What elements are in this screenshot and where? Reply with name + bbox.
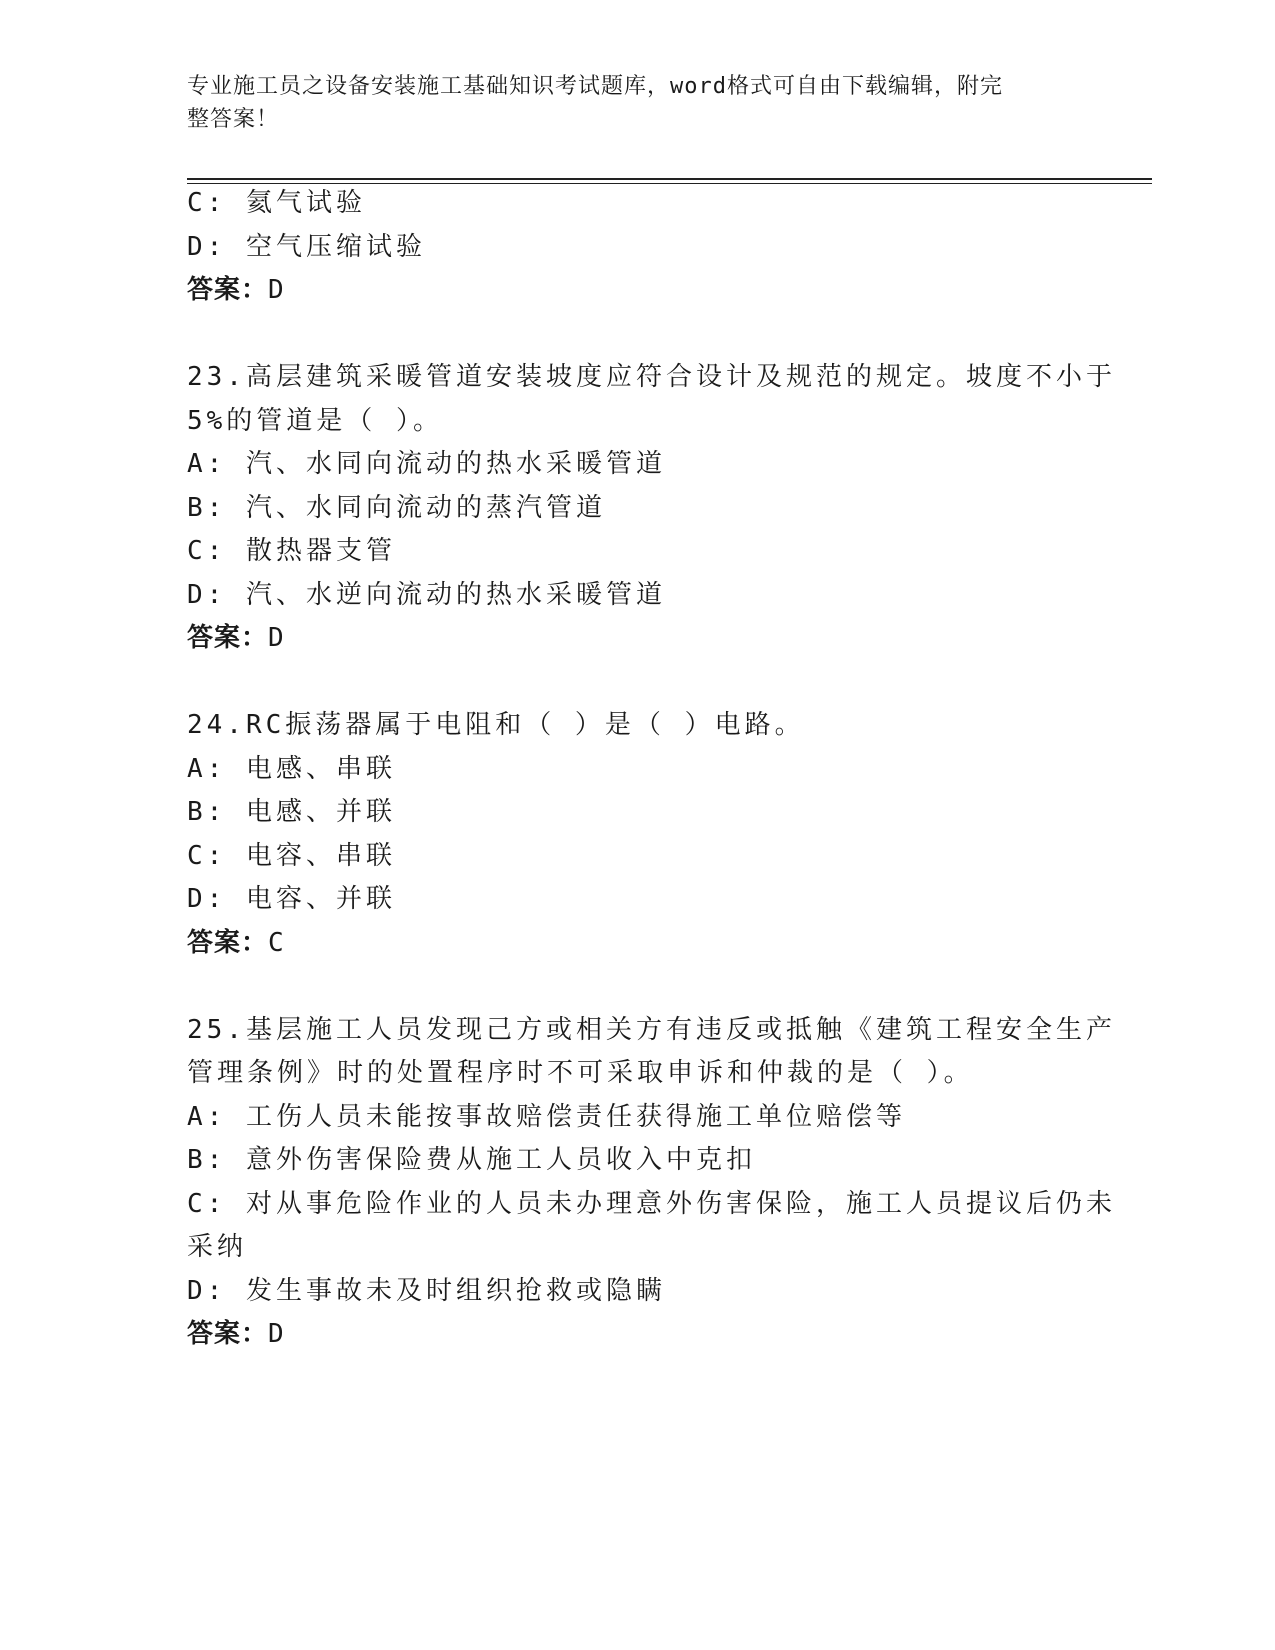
prev-answer — [187, 273, 285, 307]
q25-stem-line-1: 25.基层施工人员发现己方或相关方有违反或抵触《建筑工程安全生产 — [187, 1015, 1116, 1045]
q23-option-b: B: 汽、水同向流动的蒸汽管道 — [187, 493, 606, 523]
header-divider-thin — [187, 183, 1152, 184]
q23-answer — [187, 621, 285, 655]
prev-option-d: D: 空气压缩试验 — [187, 232, 426, 262]
q23-option-d: D: 汽、水逆向流动的热水采暖管道 — [187, 580, 666, 610]
answer-label: 答案： — [187, 928, 269, 958]
q25-option-c-cont: 采纳 — [187, 1232, 248, 1262]
header-divider-thick — [187, 178, 1152, 180]
q23-stem-line-2: 5%的管道是（ ）。 — [187, 406, 443, 436]
q24-option-b: B: 电感、并联 — [187, 797, 396, 827]
q25-option-d: D: 发生事故未及时组织抢救或隐瞒 — [187, 1276, 666, 1306]
q25-answer — [187, 1317, 285, 1351]
q25-option-c: C: 对从事危险作业的人员未办理意外伤害保险，施工人员提议后仍未 — [187, 1189, 1116, 1219]
q24-answer — [187, 926, 285, 960]
document-page — [187, 0, 1152, 1650]
q23-option-a: A: 汽、水同向流动的热水采暖管道 — [187, 449, 666, 479]
answer-value: D — [268, 623, 285, 653]
q24-stem-line-1: 24.RC振荡器属于电阻和（ ）是（ ）电路。 — [187, 710, 805, 740]
q24-option-d: D: 电容、并联 — [187, 884, 396, 914]
prev-option-c: C: 氦气试验 — [187, 188, 366, 218]
answer-value: D — [268, 1319, 285, 1349]
document-header — [187, 70, 1087, 136]
header-line-1: 专业施工员之设备安装施工基础知识考试题库，word格式可自由下载编辑，附完 — [187, 74, 1003, 99]
answer-label: 答案： — [187, 1319, 269, 1349]
q25-stem-line-2: 管理条例》时的处置程序时不可采取申诉和仲裁的是（ ）。 — [187, 1058, 974, 1088]
answer-label: 答案： — [187, 275, 269, 305]
q23-stem-line-1: 23.高层建筑采暖管道安装坡度应符合设计及规范的规定。坡度不小于 — [187, 362, 1116, 392]
answer-value: C — [268, 928, 285, 958]
q23-option-c: C: 散热器支管 — [187, 536, 396, 566]
q25-option-b: B: 意外伤害保险费从施工人员收入中克扣 — [187, 1145, 756, 1175]
q25-option-a: A: 工伤人员未能按事故赔偿责任获得施工单位赔偿等 — [187, 1102, 906, 1132]
header-line-2: 整答案！ — [187, 107, 280, 132]
answer-value: D — [268, 275, 285, 305]
q24-option-c: C: 电容、串联 — [187, 841, 396, 871]
q24-option-a: A: 电感、串联 — [187, 754, 396, 784]
answer-label: 答案： — [187, 623, 269, 653]
